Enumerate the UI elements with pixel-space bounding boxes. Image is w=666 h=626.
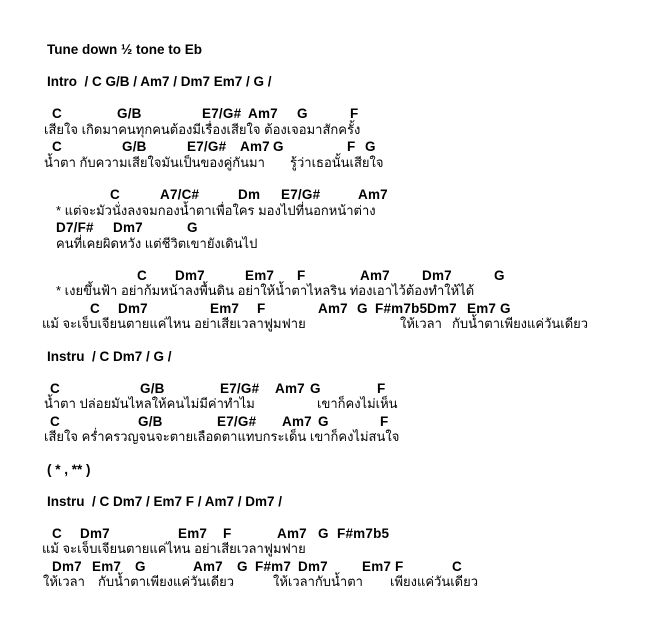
chord-token: G: [273, 139, 284, 154]
heading-line: [0, 73, 666, 90]
chord-token: Dm7: [422, 268, 452, 283]
chord-token: Am7: [360, 268, 390, 283]
chord-token: G: [310, 381, 321, 396]
chord-token: Dm7: [175, 268, 205, 283]
chord-token: E7/G#: [281, 187, 321, 202]
heading-text: Instru / C Dm7 / Em7 F / Am7 / Dm7 /: [47, 494, 283, 509]
lyric-text: เสียใจ เกิดมาคนทุกคนต้องมีเรื่องเสียใจ ต้องเจอมาสักครั้ง: [44, 122, 361, 137]
chord-token: Em7: [92, 559, 122, 574]
chord-token: F: [350, 106, 359, 121]
chord-token: Em7: [245, 268, 275, 283]
chord-token: C: [52, 106, 62, 121]
chord-token: F: [395, 559, 404, 574]
chord-token: F: [297, 268, 306, 283]
chord-token: F: [377, 381, 386, 396]
chord-token: C: [50, 381, 60, 396]
chord-token: F#m7b5: [375, 301, 428, 316]
chord-token: E7/G#: [220, 381, 260, 396]
chord-token: C: [452, 559, 462, 574]
chord-token: Dm7: [80, 526, 110, 541]
chord-token: G: [500, 301, 511, 316]
chord-token: G: [297, 106, 308, 121]
chord-token: E7/G#: [187, 139, 227, 154]
chord-token: Em7: [178, 526, 208, 541]
heading-line: [0, 348, 666, 365]
chord-token: F: [223, 526, 232, 541]
chord-token: G/B: [140, 381, 165, 396]
lyric-text: กับน้ำตาเพียงแค่วันเดียว: [452, 316, 589, 331]
chord-token: Dm7: [113, 220, 143, 235]
chord-token: G: [237, 559, 248, 574]
chord-token: Dm7: [52, 559, 82, 574]
chord-token: Em7: [362, 559, 392, 574]
chord-token: Am7: [248, 106, 278, 121]
chord-token: F: [380, 414, 389, 429]
chord-token: Dm7: [427, 301, 457, 316]
chord-token: Em7: [467, 301, 497, 316]
lyric-text: ให้เวลา: [400, 316, 442, 331]
chord-token: F#m7: [255, 559, 292, 574]
lyric-text: น้ำตา กับความเสียใจมันเป็นของคู่กันมา: [44, 155, 265, 170]
chord-token: F: [347, 139, 356, 154]
lyric-line: [0, 202, 666, 219]
chords-line: [0, 105, 666, 122]
chord-token: Am7: [193, 559, 223, 574]
chord-token: F#m7b5: [337, 526, 390, 541]
lyric-text: เสียใจ คร่ำครวญจนจะตายเลือดตาแทบกระเด็น เขาก็คงไม่สนใจ: [44, 429, 400, 444]
lyric-text: เขาก็คงไม่เห็น: [317, 396, 398, 411]
heading-line: [0, 41, 666, 58]
lyric-text: คนที่เคยผิดหวัง แต่ชีวิตเขายังเดินไป: [56, 236, 258, 251]
lyric-text: กับน้ำตาเพียงแค่วันเดียว: [98, 574, 235, 589]
chord-token: E7/G#: [217, 414, 257, 429]
chord-token: Em7: [210, 301, 240, 316]
chord-token: Am7: [318, 301, 348, 316]
lyric-line: [0, 573, 666, 590]
heading-line: [0, 461, 666, 478]
chord-token: G/B: [117, 106, 142, 121]
chord-token: G: [318, 414, 329, 429]
lyric-line: [0, 154, 666, 171]
heading-text: Instru / C Dm7 / G /: [47, 349, 172, 364]
chord-token: Am7: [240, 139, 270, 154]
chord-token: G: [318, 526, 329, 541]
heading-text: ( * , ** ): [47, 462, 91, 477]
chord-token: Dm7: [118, 301, 148, 316]
chord-token: G: [135, 559, 146, 574]
chord-token: Am7: [277, 526, 307, 541]
chord-token: C: [110, 187, 120, 202]
chords-line: [0, 219, 666, 236]
chord-token: Dm: [238, 187, 261, 202]
lyric-text: น้ำตา ปล่อยมันไหลให้คนไม่มีค่าทำไม: [44, 396, 255, 411]
chord-token: E7/G#: [202, 106, 242, 121]
lyric-text: แม้ จะเจ็บเจียนตายแค่ไหน อย่าเสียเวลาฟูมฟาย: [42, 541, 306, 556]
chord-token: D7/F#: [56, 220, 94, 235]
heading-text: Intro / C G/B / Am7 / Dm7 Em7 / G /: [47, 74, 272, 89]
chord-token: C: [52, 139, 62, 154]
lyric-text: เพียงแค่วันเดียว: [390, 574, 479, 589]
lyric-line: [0, 540, 666, 557]
chord-token: G/B: [138, 414, 163, 429]
lyric-line: [0, 282, 666, 299]
chord-token: Dm7: [298, 559, 328, 574]
lyric-line: [0, 235, 666, 252]
lyric-line: [0, 121, 666, 138]
lyric-text: ให้เวลา: [43, 574, 85, 589]
chord-token: C: [137, 268, 147, 283]
chord-token: G: [365, 139, 376, 154]
chord-token: Am7: [282, 414, 312, 429]
chord-token: G/B: [122, 139, 147, 154]
lyric-text: รู้ว่าเธอนั้นเสียใจ: [290, 155, 384, 170]
lyric-text: แม้ จะเจ็บเจียนตายแค่ไหน อย่าเสียเวลาฟูมฟาย: [42, 316, 306, 331]
chord-token: C: [50, 414, 60, 429]
lyric-line: [0, 428, 666, 445]
chords-line: [0, 186, 666, 203]
chord-token: G: [357, 301, 368, 316]
chord-token: Am7: [358, 187, 388, 202]
lyric-line: [0, 395, 666, 412]
lyric-line: [0, 315, 666, 332]
chords-line: [0, 138, 666, 155]
lyric-text: * เงยขึ้นฟ้า อย่าก้มหน้าลงพื้นดิน อย่าให้น้ำตาไหลริน ท่องเอาไว้ต้องทำให้ได้: [56, 283, 475, 298]
heading-text: Tune down ½ tone to Eb: [47, 42, 202, 57]
lyric-text: * แต่จะมัวนั่งลงจมกองน้ำตาเพื่อใคร มองไปที่นอกหน้าต่าง: [56, 203, 376, 218]
chord-token: C: [52, 526, 62, 541]
chord-token: C: [90, 301, 100, 316]
chord-token: F: [257, 301, 266, 316]
lyric-text: ให้เวลากับน้ำตา: [273, 574, 363, 589]
chord-token: Am7: [275, 381, 305, 396]
heading-line: [0, 493, 666, 510]
chord-token: G: [494, 268, 505, 283]
chord-token: A7/C#: [160, 187, 200, 202]
chord-token: G: [187, 220, 198, 235]
